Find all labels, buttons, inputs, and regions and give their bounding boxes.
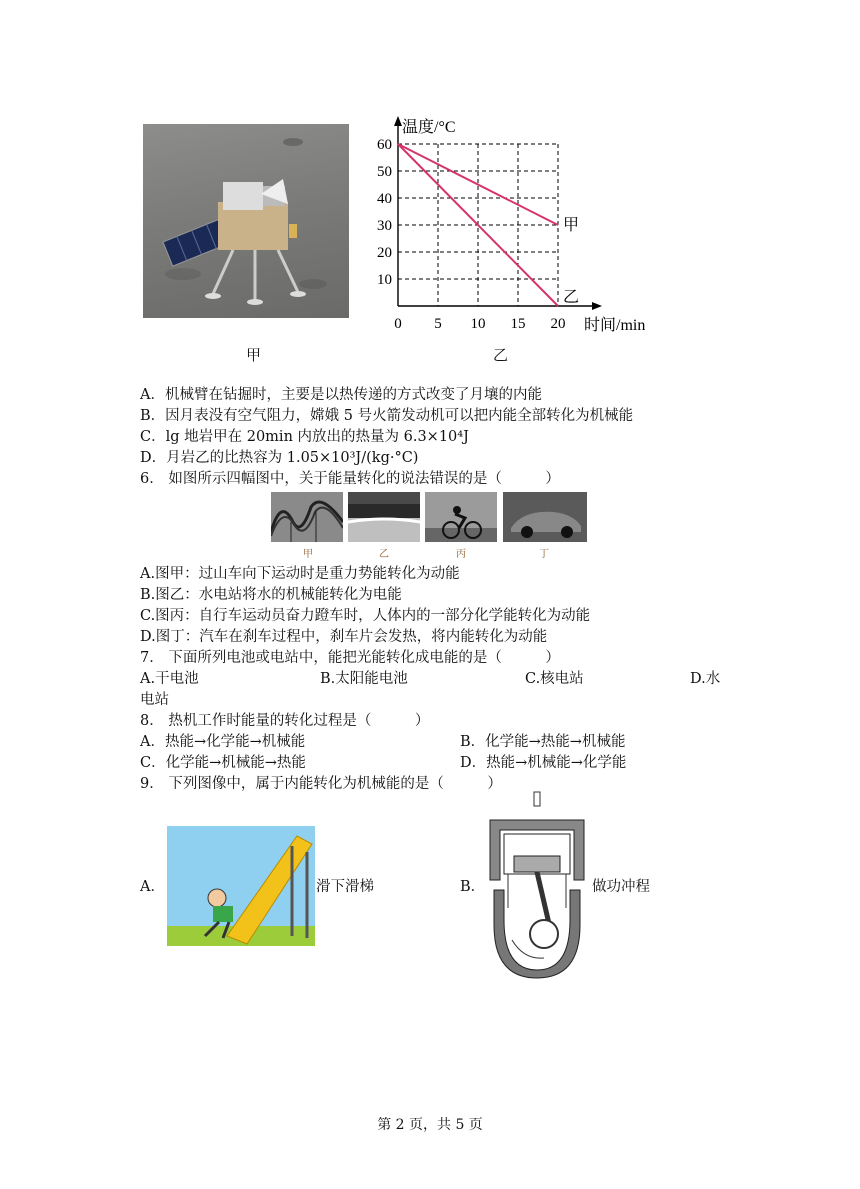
x-axis-arrow	[592, 302, 602, 310]
q7-stem: 7． 下面所列电池或电站中，能把光能转化成电能的是（ ）	[140, 650, 560, 666]
y-tick-label: 60	[377, 137, 392, 153]
car-braking-image	[503, 492, 587, 542]
q7-option-d-continued: 电站	[140, 692, 169, 708]
x-tick-label: 5	[434, 316, 442, 332]
cyclist-image	[425, 492, 497, 542]
y-tick-label: 40	[377, 191, 392, 207]
x-tick-label: 0	[394, 316, 402, 332]
y-tick-label: 10	[377, 272, 392, 288]
q8-option-b: B．化学能→热能→机械能	[460, 734, 626, 750]
q6-caption-jia: 甲	[303, 549, 313, 560]
q6-stem: 6． 如图所示四幅图中，关于能量转化的说法错误的是（ ）	[140, 471, 560, 487]
engine-power-stroke-diagram	[484, 790, 590, 980]
x-tick-label: 20	[550, 316, 566, 332]
q8-option-a: A．热能→化学能→机械能	[140, 734, 306, 750]
q5-option-b: B．因月表没有空气阻力，嫦娥 5 号火箭发动机可以把内能全部转化为机械能	[140, 408, 634, 424]
q6-option-b: B.图乙：水电站将水的机械能转化为电能	[140, 587, 402, 603]
temperature-time-graph	[360, 108, 680, 338]
q7-option-a: A.干电池	[140, 671, 199, 687]
moon-image-caption: 甲	[246, 346, 262, 364]
q7-option-c: C.核电站	[525, 671, 584, 687]
q6-caption-bing: 丙	[456, 549, 466, 560]
q5-option-d: D．月岩乙的比热容为 1.05×10³J/(kg·°C)	[140, 450, 419, 466]
q6-option-c: C.图丙：自行车运动员奋力蹬车时，人体内的一部分化学能转化为动能	[140, 608, 591, 624]
roller-coaster-image	[271, 492, 343, 542]
q9-option-b-letter: B．	[460, 879, 486, 895]
graph-caption: 乙	[493, 346, 509, 364]
q8-stem: 8． 热机工作时能量的转化过程是（ ）	[140, 713, 430, 729]
series-label-yi: 乙	[563, 289, 580, 306]
q8-option-c: C．化学能→机械能→热能	[140, 755, 306, 771]
x-tick-label: 10	[470, 316, 486, 332]
series-label-jia: 甲	[563, 217, 580, 234]
hydropower-dam-image	[348, 492, 420, 542]
q9-option-a-letter: A．	[140, 879, 165, 895]
y-axis-arrow	[394, 116, 402, 126]
page-footer: 第 2 页，共 5 页	[377, 1117, 483, 1133]
y-tick-label: 20	[377, 245, 392, 261]
x-axis-label: 时间/min	[584, 317, 646, 334]
q6-option-d: D.图丁：汽车在刹车过程中，刹车片会发热，将内能转化为动能	[140, 629, 548, 645]
x-tick-label: 15	[510, 316, 526, 332]
y-axis-label: 温度/°C	[402, 119, 456, 136]
lunar-lander-image	[143, 124, 349, 318]
q6-option-a: A.图甲：过山车向下运动时是重力势能转化为动能	[140, 566, 460, 582]
q9-stem: 9． 下列图像中，属于内能转化为机械能的是（ ）	[140, 776, 502, 792]
q6-caption-ding: 丁	[539, 549, 549, 560]
series-line-jia	[398, 144, 558, 225]
y-tick-label: 30	[377, 218, 392, 234]
slide-image	[167, 826, 315, 946]
q8-option-d: D．热能→机械能→化学能	[460, 755, 627, 771]
q6-caption-yi: 乙	[379, 549, 389, 560]
y-tick-label: 50	[377, 164, 392, 180]
q9-option-b-label: 做功冲程	[592, 879, 650, 895]
q9-option-a-label: 滑下滑梯	[316, 879, 374, 895]
q5-option-c: C．lg 地岩甲在 20min 内放出的热量为 6.3×10⁴J	[140, 429, 469, 445]
q5-option-a: A．机械臂在钻掘时，主要是以热传递的方式改变了月壤的内能	[140, 387, 542, 403]
q7-option-d: D.水	[690, 671, 721, 687]
q7-option-b: B.太阳能电池	[320, 671, 408, 687]
